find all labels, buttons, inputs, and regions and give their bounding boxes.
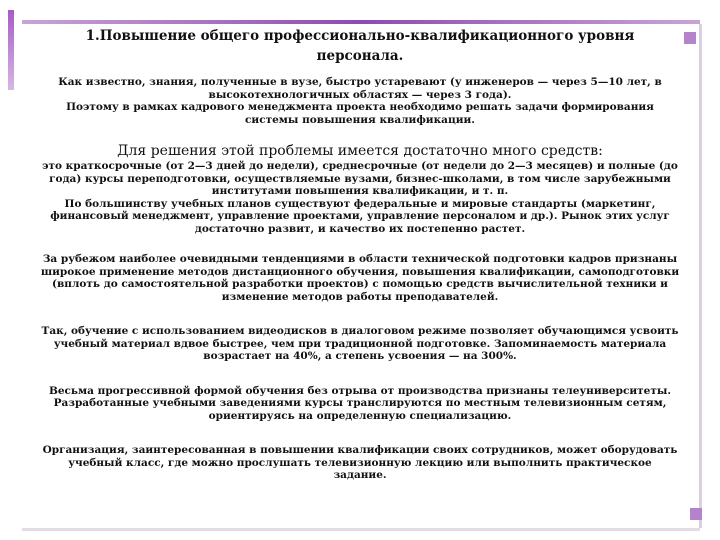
slide-title: 1.Повышение общего профессионально-квалификационного уровня персонала. [85, 28, 635, 64]
top-accent-bar [22, 20, 700, 24]
bottom-border-line [22, 528, 700, 531]
paragraph-video-learning: Так, обучение с использованием видеодисков в диалоговом режиме позволяет обучающимся усвоить учебный материал вдвое быстрее, чем при традиционной подготовке. Запоминаемость материала возрастает на 40%, а степень усвоения — на 300%. [41, 325, 679, 362]
slide-content [40, 26, 680, 482]
corner-square-top [684, 32, 696, 44]
paragraph-standards: По большинству учебных планов существуют федеральные и мировые стандарты (маркетинг, финансовый менеджмент, управление проектами, управление персоналом и др.). Рынок этих услуг достаточно развит, и качество их постепенно растет. [50, 197, 670, 235]
paragraph-intro: Как известно, знания, полученные в вузе, быстро устаревают (у инженеров — через 5—10 лет, в высокотехнологичных областях — через 3 года). [58, 76, 662, 101]
paragraph-foreign-trends: За рубежом наиболее очевидными тенденциями в области технической подготовки кадров признаны широкое применение методов дистанционного обучения, повышения квалификации, самоподготовки (вплоть до самостоятельной разработки проектов) с помощью средств вычислительной техники и изменение методов работы преподавателей. [40, 253, 680, 303]
paragraph-necessity: Поэтому в рамках кадрового менеджмента проекта необходимо решать задачи формирования системы повышения квалификации. [66, 101, 654, 126]
corner-square-bottom [690, 508, 702, 520]
paragraph-courses: это краткосрочные (от 2—3 дней до недели), среднесрочные (от недели до 2—3 месяцев) и полные (до года) курсы переподготовки, осуществляемые вузами, бизнес-школами, в том числе зарубежными институтами повышения квалификации, и т. п. [42, 160, 678, 197]
paragraph-organization: Организация, заинтересованная в повышении квалификации своих сотрудников, может оборудовать учебный класс, где можно прослушать телевизионную лекцию или выполнить практическое задание. [42, 444, 678, 481]
left-accent-bar [8, 10, 14, 90]
right-border-line [699, 24, 702, 528]
section-heading: Для решения этой проблемы имеется достаточно много средств: [117, 143, 603, 159]
paragraph-tele-universities: Весьма прогрессивной формой обучения без отрыва от производства признаны телеуниверситеты. Разработанные учебными заведениями курсы транслируются по местным телевизионным сетям, ориентируясь на определенную специализацию. [48, 384, 672, 422]
